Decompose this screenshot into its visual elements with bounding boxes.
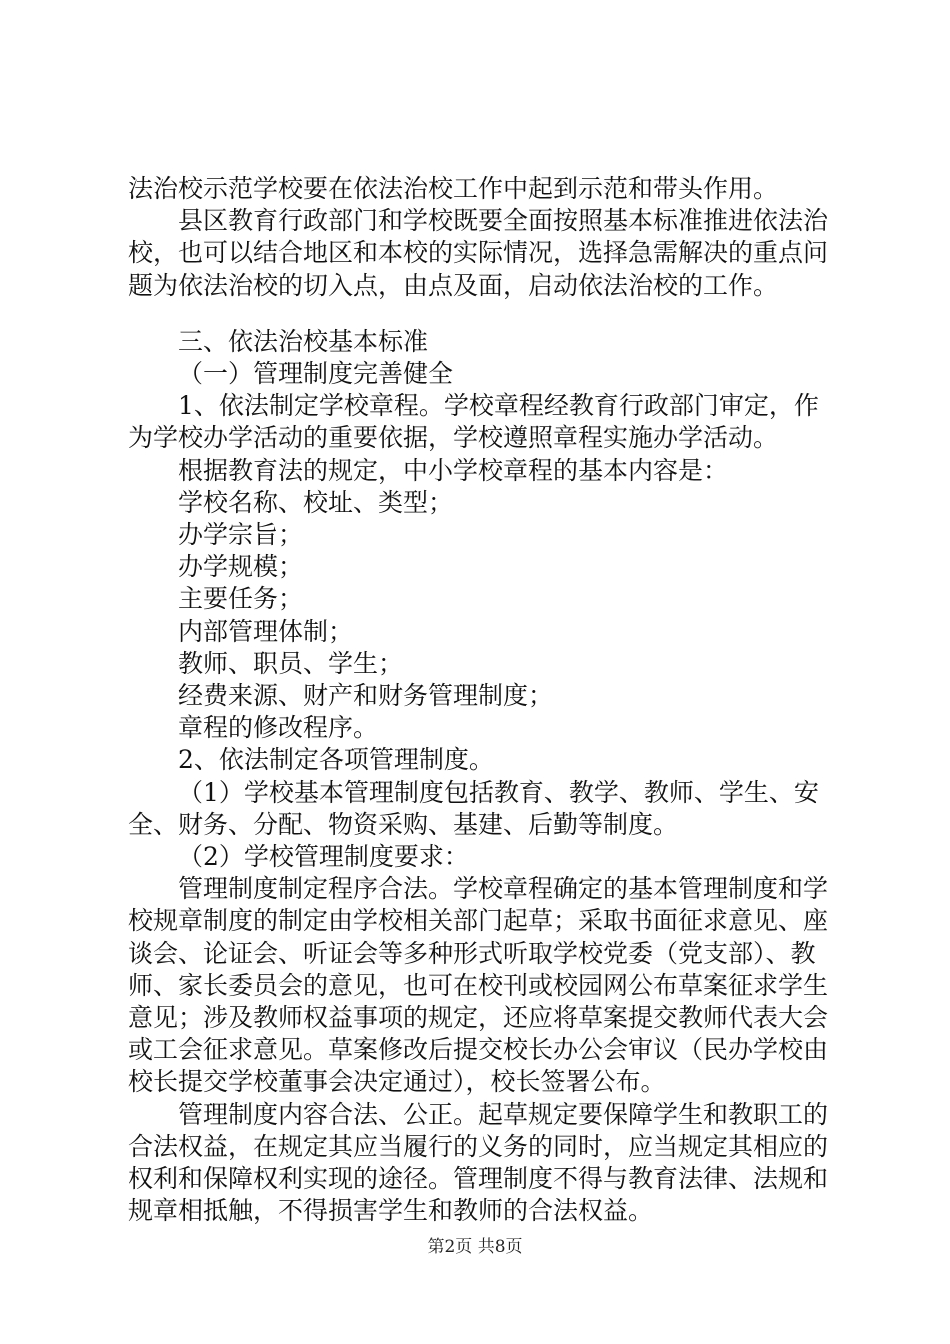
- charter-content-item: 办学规模；: [178, 552, 304, 582]
- charter-intro: 根据教育法的规定，中小学校章程的基本内容是：: [178, 455, 729, 485]
- section-heading: 三、依法治校基本标准: [178, 326, 429, 356]
- charter-content-item: 经费来源、财产和财务管理制度；: [178, 681, 554, 711]
- item-rule-requirements: （2）学校管理制度要求：: [178, 842, 469, 872]
- paragraph-content-legality: 管理制度内容合法、公正。起草规定要保障学生和教职工的合法权益，在规定其应当履行的义务的同时，应当规定其相应的权利和保障权利实现的途径。管理制度不得与教育法律、法规和规章相抵触，不得损害学生和教师的合法权益。: [128, 1099, 829, 1226]
- charter-content-item: 章程的修改程序。: [178, 713, 379, 743]
- subsection-heading: （一）管理制度完善健全: [178, 359, 454, 389]
- charter-content-item: 办学宗旨；: [178, 520, 304, 550]
- paragraph-implementation: 县区教育行政部门和学校既要全面按照基本标准推进依法治校，也可以结合地区和本校的实际情况，选择急需解决的重点问题为依法治校的切入点，由点及面，启动依法治校的工作。: [128, 206, 829, 300]
- charter-content-item: 教师、职员、学生；: [178, 648, 404, 678]
- charter-content-item: 学校名称、校址、类型；: [178, 487, 454, 517]
- charter-content-item: 内部管理体制；: [178, 616, 354, 646]
- paragraph-continuation: 法治校示范学校要在依法治校工作中起到示范和带头作用。: [128, 174, 779, 203]
- item-charter: 1、依法制定学校章程。学校章程经教育行政部门审定，作为学校办学活动的重要依据，学校遵照章程实施办学活动。: [128, 391, 819, 453]
- document-body: [128, 173, 833, 1228]
- paragraph-spacer: [128, 302, 833, 326]
- charter-content-item: 主要任务；: [178, 584, 304, 614]
- page-number: 第2页 共8页: [427, 1237, 523, 1257]
- paragraph-procedure: 管理制度制定程序合法。学校章程确定的基本管理制度和学校规章制度的制定由学校相关部门起草；采取书面征求意见、座谈会、论证会、听证会等多种形式听取学校党委（党支部）、教师、家长委员会的意见，也可在校刊或校园网公布草案征求学生意见；涉及教师权益事项的规定，还应将草案提交教师代表大会或工会征求意见。草案修改后提交校长办公会审议（民办学校由校长提交学校董事会决定通过），校长签署公布。: [128, 874, 829, 1097]
- item-basic-rules: （1）学校基本管理制度包括教育、教学、教师、学生、安全、财务、分配、物资采购、基建、后勤等制度。: [128, 777, 819, 839]
- item-management-rules: 2、依法制定各项管理制度。: [178, 745, 494, 775]
